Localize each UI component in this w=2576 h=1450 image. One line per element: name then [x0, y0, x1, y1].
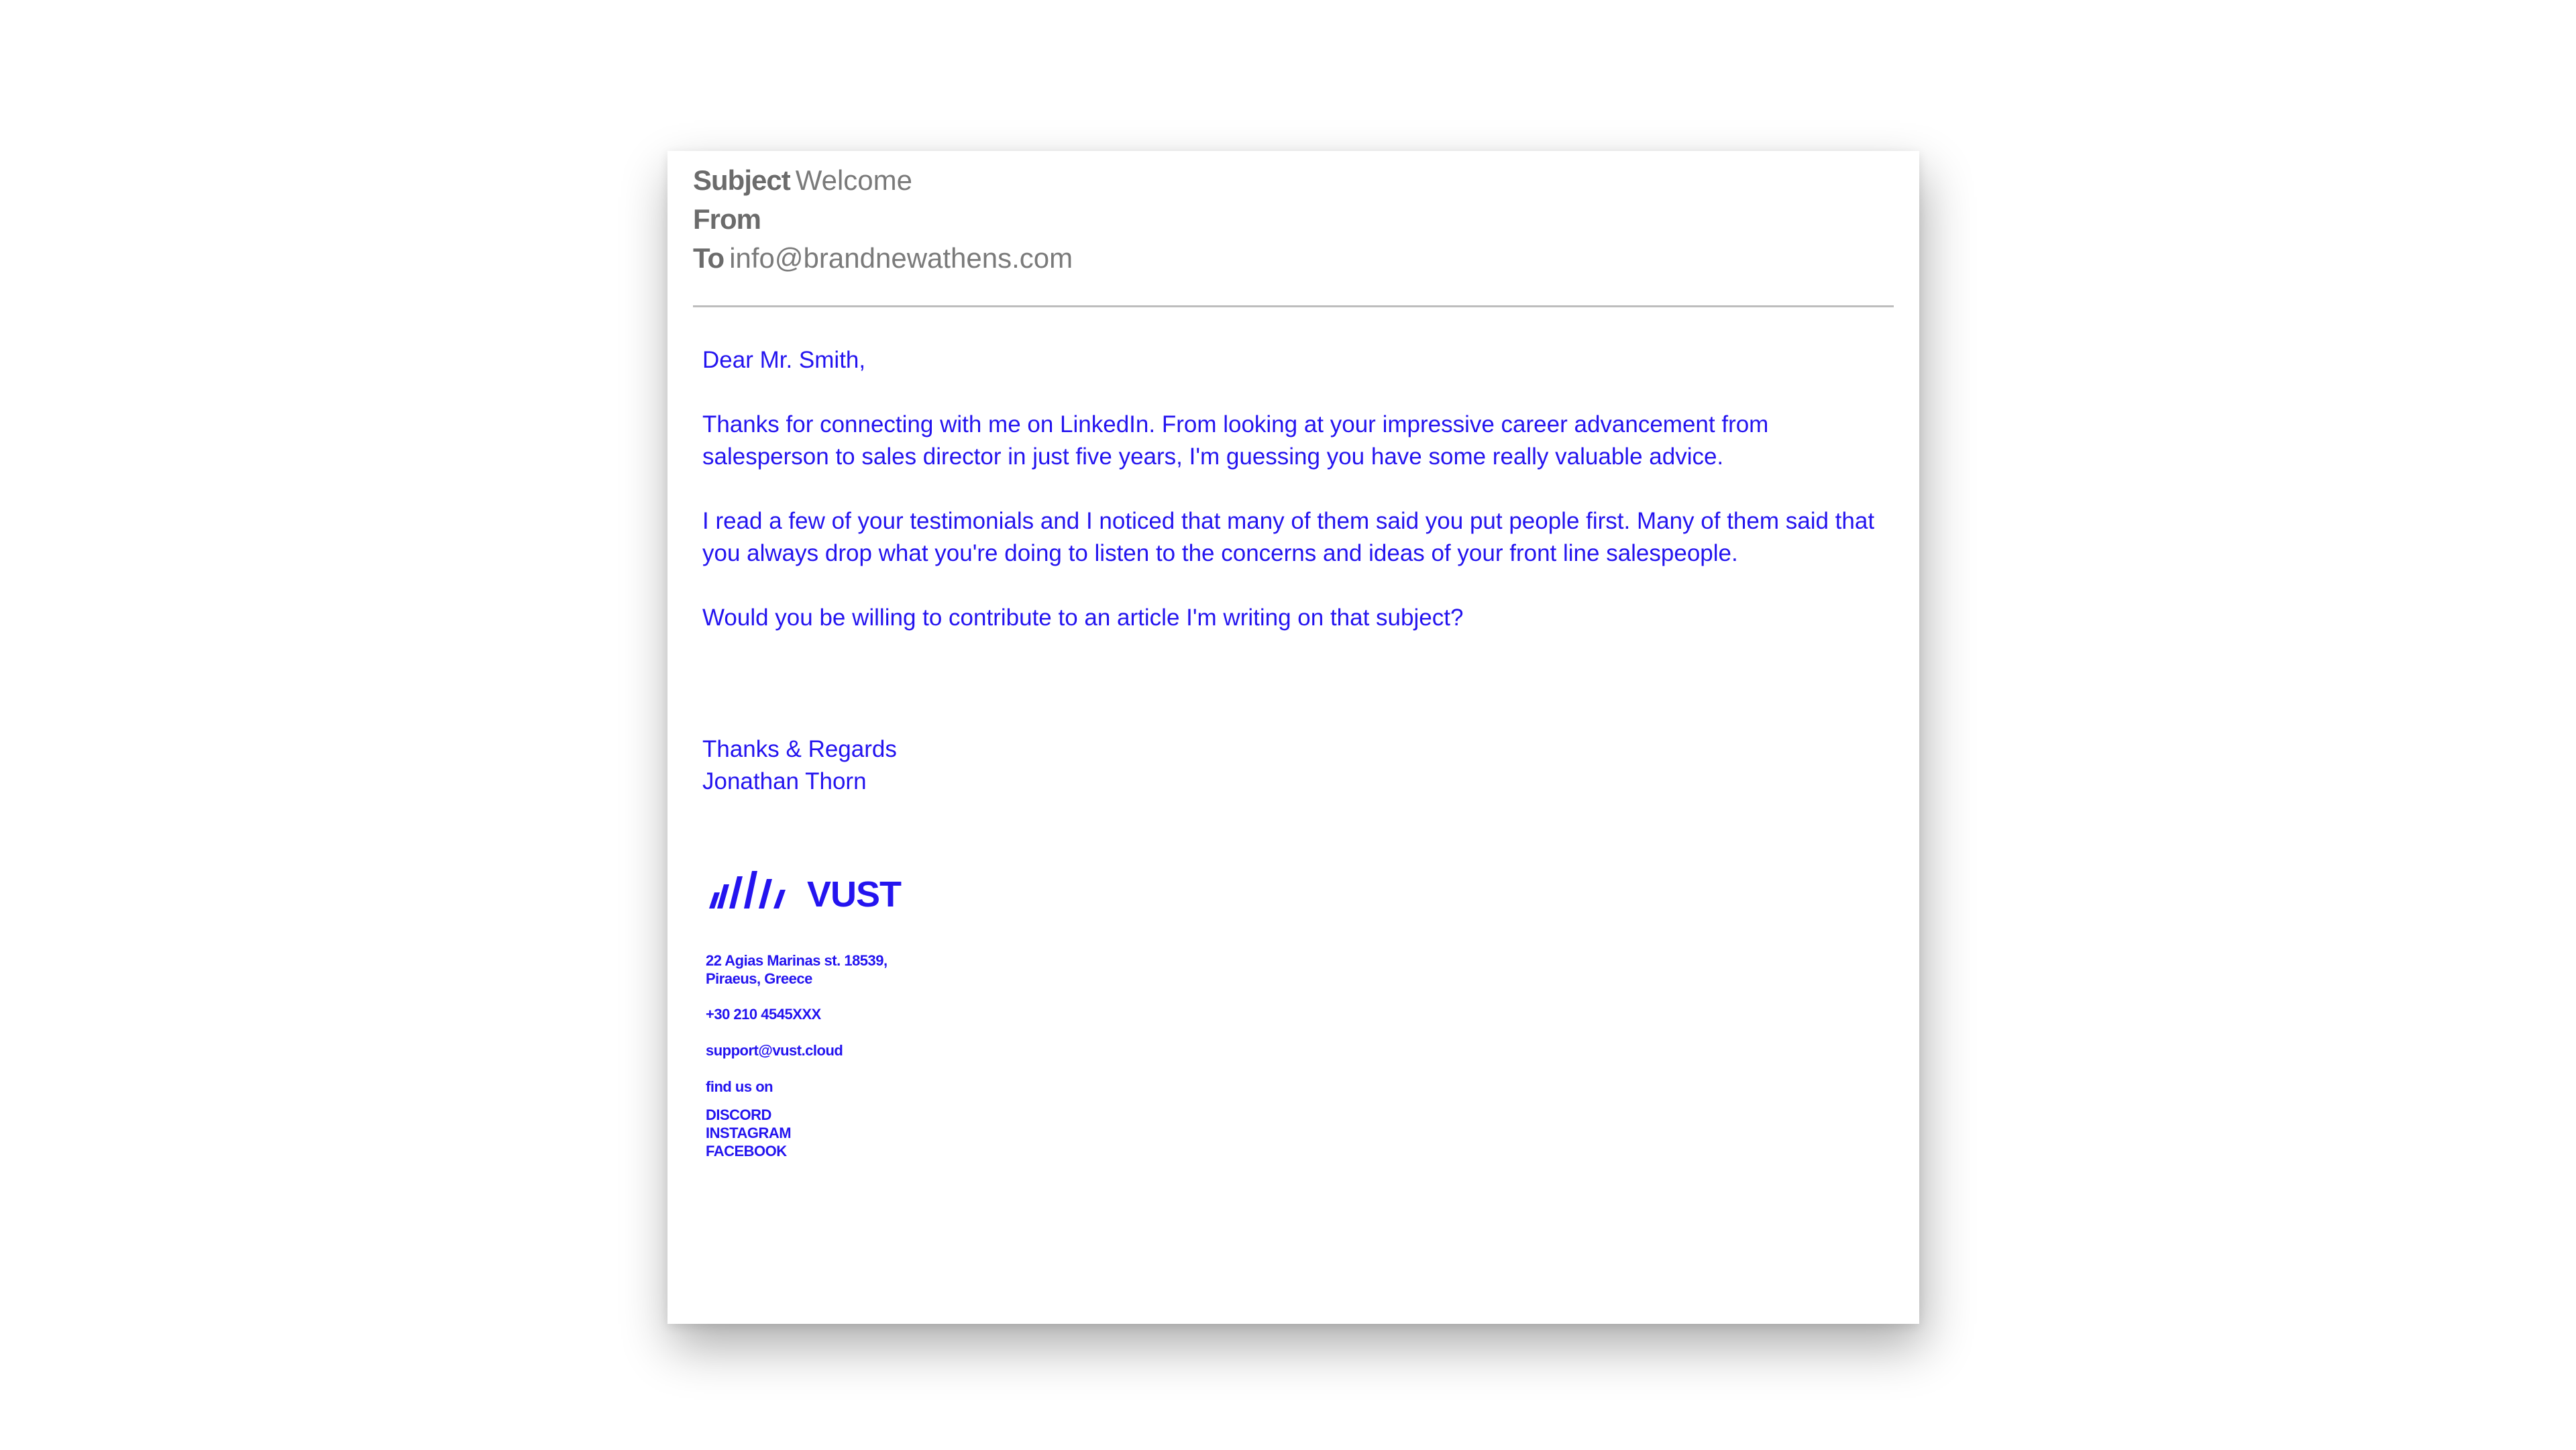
to-row — [693, 239, 1894, 278]
vust-logo — [708, 866, 909, 913]
from-row — [693, 200, 1894, 239]
sign-off — [702, 733, 1306, 798]
paragraph-1: Thanks for connecting with me on LinkedIn. From looking at your impressive career advancement from salesperson to sales director in just five years, I'm guessing you have some really valuable advice. — [702, 411, 1769, 470]
email-header — [693, 161, 1894, 278]
greeting: Dear Mr. Smith, — [702, 347, 866, 373]
to-label: To — [693, 242, 724, 274]
paragraph-3: Would you be willing to contribute to an article I'm writing on that subject? — [702, 605, 1464, 631]
social-link-facebook[interactable]: FACEBOOK — [706, 1143, 787, 1159]
subject-row — [693, 161, 1894, 200]
header-divider — [693, 305, 1894, 307]
to-value: info@brandnewathens.com — [729, 242, 1073, 274]
vust-wave-icon — [708, 870, 788, 913]
closing: Thanks & Regards — [702, 736, 897, 762]
support-email-link[interactable]: support@vust.cloud — [706, 1042, 843, 1059]
social-link-discord[interactable]: DISCORD — [706, 1106, 771, 1123]
paragraph-2: I read a few of your testimonials and I noticed that many of them said you put people first. Many of them said that you always drop what you're doing to listen to the concerns and ideas of your front line salespeople. — [702, 508, 1875, 566]
subject-label: Subject — [693, 164, 790, 196]
subject-value: Welcome — [795, 164, 912, 196]
signature-name: Jonathan Thorn — [702, 768, 867, 794]
phone-number[interactable]: +30 210 4545XXX — [706, 1006, 821, 1023]
social-link-instagram[interactable]: INSTAGRAM — [706, 1125, 792, 1141]
address-line-1: 22 Agias Marinas st. 18539, — [706, 952, 888, 969]
email-card — [667, 151, 1919, 1324]
from-label: From — [693, 203, 761, 235]
find-us-label: find us on — [706, 1078, 773, 1095]
brand-name: VUST — [807, 874, 902, 915]
address-line-2: Piraeus, Greece — [706, 970, 812, 987]
